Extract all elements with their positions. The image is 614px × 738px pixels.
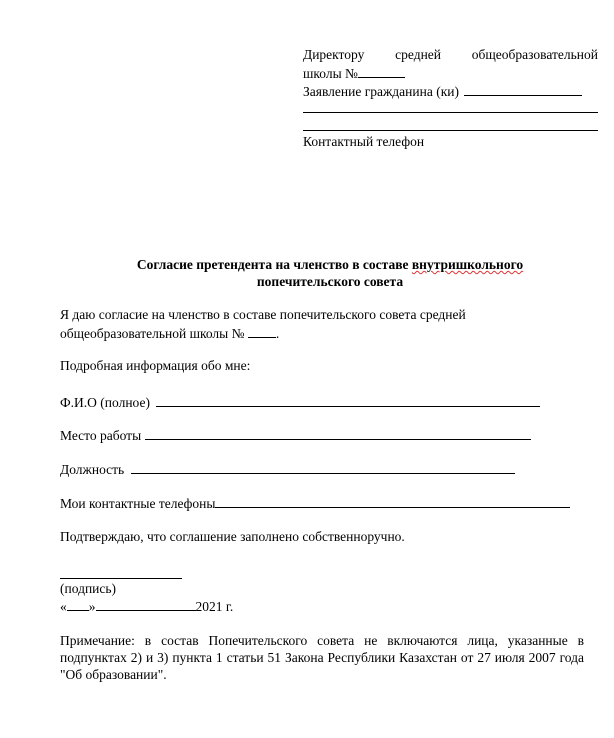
applicant-blank-line-3[interactable] (303, 130, 598, 131)
date-open-quote: « (60, 599, 67, 614)
fio-label: Ф.И.О (полное) (60, 395, 150, 410)
school-number-blank[interactable] (358, 65, 405, 78)
footnote: Примечание: в состав Попечительского совета не включаются лица, указанные в подпунктах 2) и 3) пункта 1 статьи 51 Закона Республики Казахстан от 27 июля 2007 года "Об образовании". (60, 633, 584, 682)
title-line-1-text: Согласие претендента на членство в составе (136, 257, 412, 272)
fio-row (60, 394, 540, 411)
applicant-name-blank[interactable] (464, 83, 582, 96)
workplace-row (60, 427, 531, 444)
confirmation-text: Подтверждаю, что соглашение заполнено собственноручно. (60, 529, 405, 544)
title-line-2: попечительского совета (256, 274, 404, 289)
title-line-1 (60, 256, 600, 273)
details-intro: Подробная информация обо мне: (60, 358, 251, 373)
header-applicant-label: Заявление гражданина (ки) (303, 84, 459, 99)
date-year: 2021 г. (195, 599, 234, 614)
signature-label: (подпись) (60, 581, 117, 596)
position-row (60, 461, 515, 478)
consent-school-number-blank[interactable] (248, 325, 276, 338)
signature-blank[interactable] (60, 578, 182, 579)
header-word-1: Директору (303, 47, 365, 62)
header-school-line (303, 65, 405, 82)
header-school-label: школы № (303, 66, 358, 81)
phones-blank[interactable] (215, 495, 570, 508)
phones-label: Мои контактные телефоны (60, 496, 216, 511)
position-blank[interactable] (131, 461, 515, 474)
contact-phone-label: Контактный телефон (303, 134, 425, 149)
title-flagged-word: внутришкольного (411, 257, 524, 272)
applicant-blank-line-2[interactable] (303, 112, 598, 113)
consent-line-2-end: . (275, 326, 280, 341)
consent-line-2 (60, 325, 279, 342)
date-month-blank[interactable] (96, 598, 196, 611)
header-applicant-line (303, 83, 582, 100)
date-day-blank[interactable] (67, 598, 89, 611)
header-recipient-line (303, 47, 598, 63)
phones-row (60, 495, 570, 512)
date-row (60, 598, 233, 615)
workplace-blank[interactable] (145, 427, 531, 440)
consent-line-1: Я даю согласие на членство в составе попечительского совета средней (60, 307, 466, 322)
workplace-label: Место работы (60, 428, 142, 443)
fio-blank[interactable] (156, 394, 540, 407)
consent-school-label: общеобразовательной школы № (60, 326, 245, 341)
header-word-3: общеобразовательной (471, 47, 598, 62)
position-label: Должность (60, 462, 125, 477)
header-word-2: средней (395, 47, 442, 62)
date-close-quote: » (88, 599, 96, 614)
document-title (60, 256, 600, 290)
